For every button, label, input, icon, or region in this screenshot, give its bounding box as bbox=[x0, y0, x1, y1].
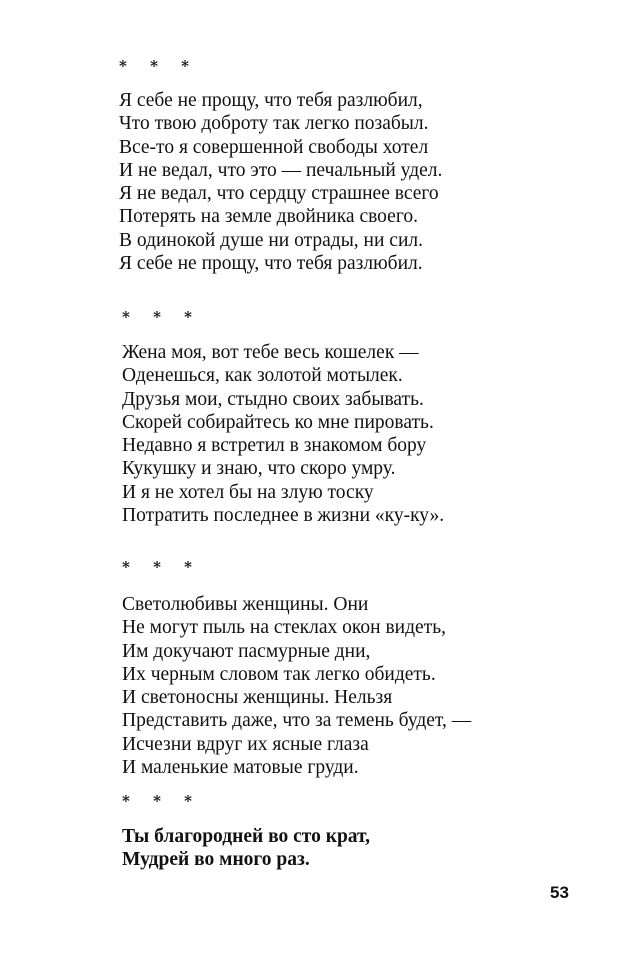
poem-line: Не могут пыль на стеклах окон видеть, bbox=[122, 617, 446, 639]
poem-line: Я не ведал, что сердцу страшнее всего bbox=[119, 183, 439, 205]
poem-line: Я себе не прощу, что тебя разлюбил, bbox=[119, 90, 423, 111]
poem-line: Мудрей во много раз. bbox=[122, 849, 310, 871]
poem-line: Ты благородней во сто крат, bbox=[122, 826, 371, 847]
poem-stanza bbox=[122, 593, 471, 779]
poem-line: В одинокой душе ни отрады, ни сил. bbox=[119, 229, 423, 251]
poem-line: Недавно я встретил в знакомом бору bbox=[122, 435, 427, 457]
poem-line: Светолюбивы женщины. Они bbox=[122, 594, 369, 615]
poem-separator: * * * bbox=[122, 308, 201, 326]
poem-line: Представить даже, что за темень будет, — bbox=[122, 710, 472, 732]
poem-line: И маленькие матовые груди. bbox=[122, 757, 359, 779]
poem-stanza bbox=[119, 89, 442, 275]
poem-stanza bbox=[122, 825, 370, 872]
poem-line: Кукушку и знаю, что скоро умру. bbox=[122, 458, 396, 480]
poem-line: Им докучают пасмурные дни, bbox=[122, 640, 371, 662]
poem-line: Потерять на земле двойника своего. bbox=[119, 206, 418, 228]
poem-line: И светоносны женщины. Нельзя bbox=[122, 687, 393, 709]
poem-line: Исчезни вдруг их ясные глаза bbox=[122, 733, 369, 755]
poem-line: Все-то я совершенной свободы хотел bbox=[119, 136, 429, 158]
poem-stanza bbox=[122, 341, 444, 527]
poem-line: Скорей собирайтесь ко мне пировать. bbox=[122, 411, 434, 433]
poem-separator: * * * bbox=[119, 57, 198, 75]
poem-line: Оденешься, как золотой мотылек. bbox=[122, 365, 403, 387]
poem-line: Я себе не прощу, что тебя разлюбил. bbox=[119, 253, 423, 275]
poem-line: Друзья мои, стыдно своих забывать. bbox=[122, 388, 424, 410]
poem-separator: * * * bbox=[122, 558, 201, 576]
poem-separator: * * * bbox=[122, 792, 201, 810]
poem-line: И не ведал, что это — печальный удел. bbox=[119, 159, 443, 181]
poem-line: Что твою доброту так легко позабыл. bbox=[119, 113, 429, 135]
poem-line: Их черным словом так легко обидеть. bbox=[122, 663, 436, 685]
page-number: 53 bbox=[550, 883, 569, 902]
poem-line: Потратить последнее в жизни «ку-ку». bbox=[122, 505, 445, 527]
poem-line: Жена моя, вот тебе весь кошелек — bbox=[122, 342, 419, 363]
poem-line: И я не хотел бы на злую тоску bbox=[122, 481, 374, 503]
